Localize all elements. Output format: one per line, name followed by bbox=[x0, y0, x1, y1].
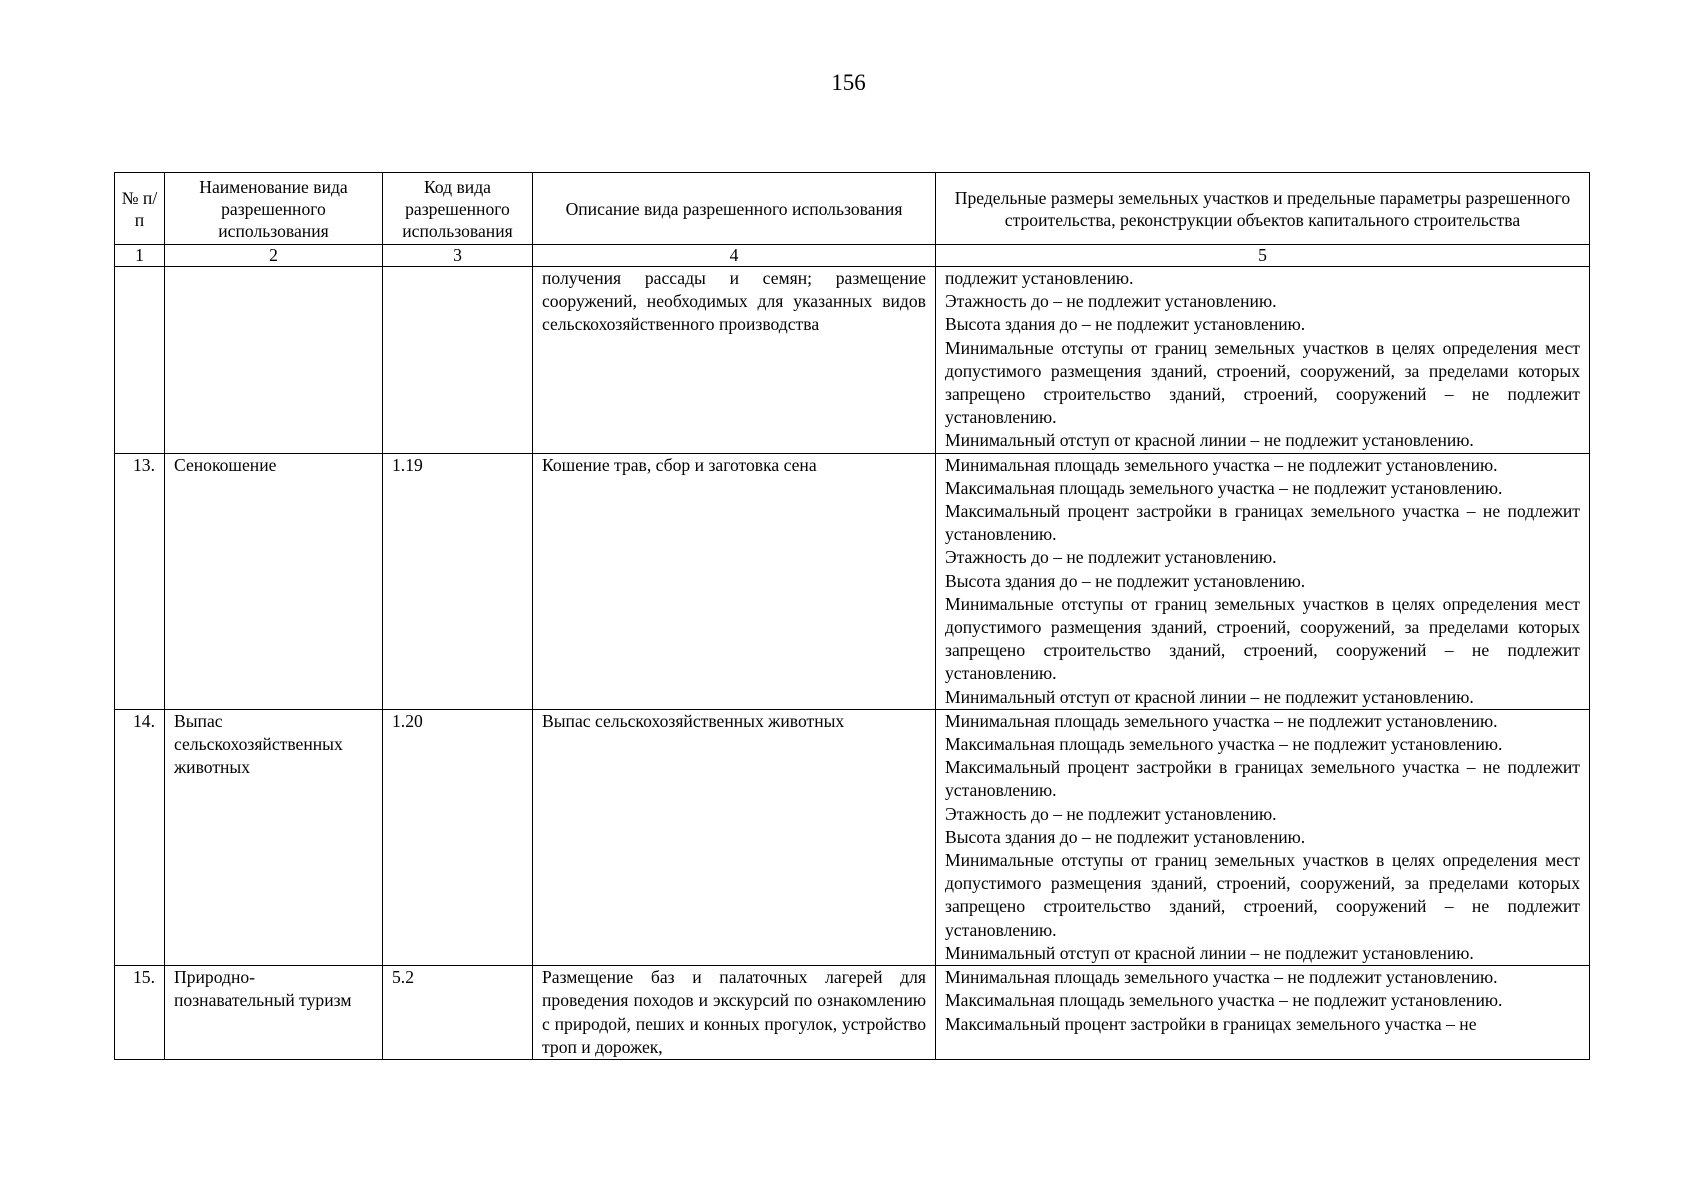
column-numbers-row bbox=[115, 245, 1590, 267]
row-use-name bbox=[165, 267, 383, 454]
parameter-line: Этажность до – не подлежит установлению. bbox=[945, 291, 1277, 312]
header-parameters: Предельные размеры земельных участков и предельные параметры разрешенного строительства, реконструкции объектов капитального строительства bbox=[936, 173, 1590, 245]
table-row bbox=[115, 453, 1590, 709]
parameter-line: Этажность до – не подлежит установлению. bbox=[945, 803, 1277, 824]
parameter-line: подлежит установлению. bbox=[945, 268, 1134, 288]
row-number bbox=[115, 267, 165, 454]
row-use-description: получения рассады и семян; размещение сооружений, необходимых для указанных видов сельскохозяйственного производства bbox=[533, 267, 936, 454]
parameter-line: Максимальная площадь земельного участка – не подлежит установлению. bbox=[945, 477, 1503, 498]
row-use-description: Выпас сельскохозяйственных животных bbox=[533, 709, 936, 965]
column-number: 1 bbox=[115, 245, 165, 267]
column-number: 5 bbox=[936, 245, 1590, 267]
parameter-line: Минимальный отступ от красной линии – не подлежит установлению. bbox=[945, 686, 1474, 707]
parameter-line: Высота здания до – не подлежит установлению. bbox=[945, 826, 1306, 847]
table-row bbox=[115, 709, 1590, 965]
header-use-description: Описание вида разрешенного использования bbox=[533, 173, 936, 245]
parameter-line: Минимальный отступ от красной линии – не подлежит установлению. bbox=[945, 942, 1474, 963]
row-use-name: Выпас сельскохозяйственных животных bbox=[165, 709, 383, 965]
parameter-line: Максимальный процент застройки в границах земельного участка – не подлежит установлению. bbox=[945, 501, 1580, 545]
parameter-line: Минимальные отступы от границ земельных участков в целях определения мест допустимого размещения зданий, строений, сооружений, за пределами которых запрещено строительство зданий, строений, сооружений – не подлежит установлению. bbox=[945, 337, 1580, 428]
column-number: 4 bbox=[533, 245, 936, 267]
row-parameters bbox=[936, 709, 1590, 965]
parameter-line: Высота здания до – не подлежит установлению. bbox=[945, 314, 1306, 335]
row-parameters bbox=[936, 966, 1590, 1060]
row-use-code bbox=[383, 267, 533, 454]
table-row bbox=[115, 966, 1590, 1060]
row-use-code: 5.2 bbox=[383, 966, 533, 1060]
table-row bbox=[115, 267, 1590, 454]
column-number: 2 bbox=[165, 245, 383, 267]
parameter-line: Максимальная площадь земельного участка – не подлежит установлению. bbox=[945, 734, 1503, 755]
parameter-line: Минимальные отступы от границ земельных участков в целях определения мест допустимого размещения зданий, строений, сооружений, за пределами которых запрещено строительство зданий, строений, сооружений – не подлежит установлению. bbox=[945, 850, 1580, 940]
row-number: 15. bbox=[115, 966, 165, 1060]
page-number: 156 bbox=[831, 70, 866, 95]
parameter-line: Максимальная площадь земельного участка – не подлежит установлению. bbox=[945, 990, 1503, 1011]
column-number: 3 bbox=[383, 245, 533, 267]
parameter-line: Высота здания до – не подлежит установлению. bbox=[945, 570, 1306, 591]
parameter-line: Минимальные отступы от границ земельных участков в целях определения мест допустимого размещения зданий, строений, сооружений, за пределами которых запрещено строительство зданий, строений, сооружений – не подлежит установлению. bbox=[945, 593, 1580, 684]
header-use-name: Наименование вида разрешенного использования bbox=[165, 173, 383, 245]
table-header-row bbox=[115, 173, 1590, 245]
parameter-line: Максимальный процент застройки в границах земельного участка – не bbox=[945, 1013, 1477, 1034]
header-use-code: Код вида разрешенного использования bbox=[383, 173, 533, 245]
row-use-description: Кошение трав, сбор и заготовка сена bbox=[533, 453, 936, 709]
row-parameters bbox=[936, 267, 1590, 454]
parameter-line: Минимальный отступ от красной линии – не подлежит установлению. bbox=[945, 430, 1474, 451]
parameter-line: Минимальная площадь земельного участка – не подлежит установлению. bbox=[945, 710, 1498, 731]
land-use-table bbox=[114, 172, 1590, 1060]
row-use-code: 1.20 bbox=[383, 709, 533, 965]
parameter-line: Этажность до – не подлежит установлению. bbox=[945, 547, 1277, 568]
row-use-name: Природно-познавательный туризм bbox=[165, 966, 383, 1060]
parameter-line: Максимальный процент застройки в границах земельного участка – не подлежит установлению. bbox=[945, 757, 1580, 801]
row-use-code: 1.19 bbox=[383, 453, 533, 709]
row-use-name: Сенокошение bbox=[165, 453, 383, 709]
parameter-line: Минимальная площадь земельного участка – не подлежит установлению. bbox=[945, 454, 1498, 475]
row-parameters bbox=[936, 453, 1590, 709]
header-number: № п/п bbox=[115, 173, 165, 245]
row-use-description: Размещение баз и палаточных лагерей для проведения походов и экскурсий по ознакомлению с природой, пеших и конных прогулок, устройство троп и дорожек, bbox=[533, 966, 936, 1060]
parameter-line: Минимальная площадь земельного участка – не подлежит установлению. bbox=[945, 967, 1498, 988]
row-number: 13. bbox=[115, 453, 165, 709]
row-number: 14. bbox=[115, 709, 165, 965]
